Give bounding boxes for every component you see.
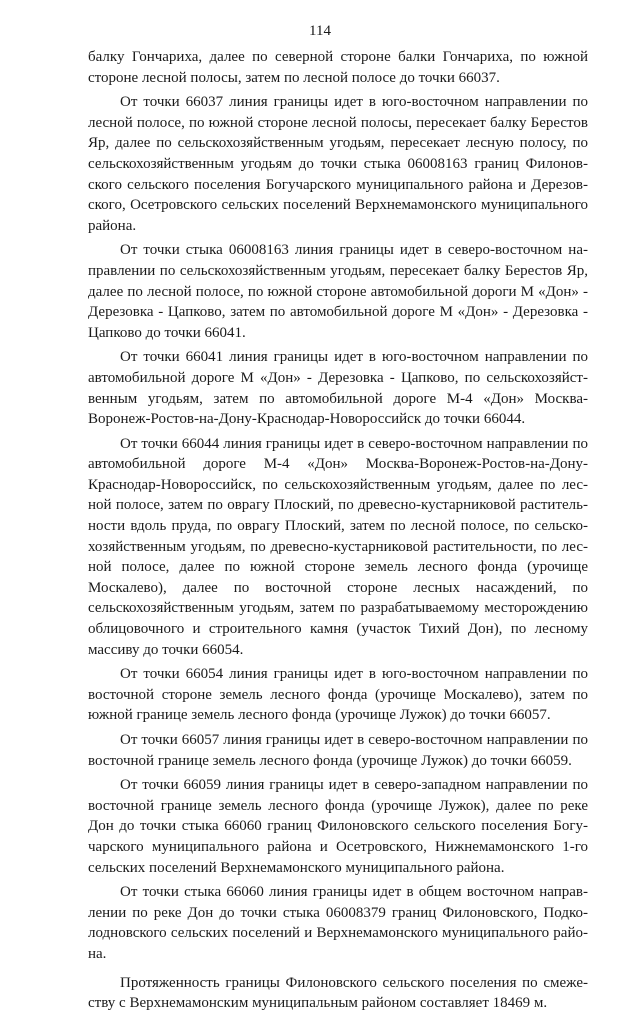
paragraph-2: От точки 66037 линия границы идет в юго-восточном направлении по лесной полосе, по южной стороне лесной полосы, пересекает балку Берестов Яр, далее по сельскохозяйственным угодьям, пересекает лесную полосу, по сельскохозяйственным угодьям до точки стыка 06008163 границ Филоновского сельского поселения Богучарского муниципального района и Дерезовского, Осетровского сельских поселений Верхнемамонского муниципального района. <box>88 94 588 234</box>
paragraph-1: балку Гончариха, далее по северной стороне балки Гончариха, по южной стороне лесной полосы, затем по лесной полосе до точки 66037. <box>88 49 588 86</box>
paragraph-10: Протяженность границы Филоновского сельского поселения по смежеству с Верхнемамонским муниципальным районом составляет 18469 м. <box>88 974 588 1012</box>
document-body <box>88 47 588 1018</box>
paragraph-6: От точки 66054 линия границы идет в юго-восточном направлении по восточной стороне земель лесного фонда (урочище Москалево), затем по южной границе земель лесного фонда (урочище Лужок) до точки 66057. <box>88 666 588 724</box>
paragraph-4: От точки 66041 линия границы идет в юго-восточном направлении по автомобильной дороге М «Дон» - Дерезовка - Цапково, по сельскохозяйственным угодьям, затем по автомобильной дороге М-4 «Дон» Москва-Воронеж-Ростов-на-Дону-Краснодар-Новороссийск до точки 66044. <box>88 349 588 428</box>
paragraph-9: От точки стыка 66060 линия границы идет в общем восточном направлении по реке Дон до точки стыка 06008379 границ Филоновского, Подколодновского сельских поселений и Верхнемамонского муниципального района. <box>88 884 588 962</box>
paragraph-8: От точки 66059 линия границы идет в северо-западном направлении по восточной границе земель лесного фонда (урочище Лужок), далее по реке Дон до точки стыка 66060 границ Филоновского сельского поселения Богучарского муниципального района и Осетровского, Нижнемамонского 1-го сельских поселений Верхнемамонского муниципального района. <box>88 777 588 876</box>
paragraph-7: От точки 66057 линия границы идет в северо-восточном направлении по восточной границе земель лесного фонда (урочище Лужок) до точки 66059. <box>88 732 588 769</box>
page-number: 114 <box>309 23 331 39</box>
paragraph-3: От точки стыка 06008163 линия границы идет в северо-восточном направлении по сельскохозяйственным угодьям, пересекает балку Берестов Яр, далее по лесной полосе, по южной стороне автомобильной дороги М «Дон» - Дерезовка - Цапково, затем по автомобильной дороге М «Дон» - Дерезовка - Цапково до точки 66041. <box>88 242 588 341</box>
paragraph-5: От точки 66044 линия границы идет в северо-восточном направлении по автомобильной дороге М-4 «Дон» Москва-Воронеж-Ростов-на-Дону-Краснодар-Новороссийск, по сельскохозяйственным угодьям, далее по лесной полосе, затем по оврагу Плоский, по древесно-кустарниковой растительности вдоль пруда, по оврагу Плоский, затем по лесной полосе, по сельскохозяйственным угодьям, по древесно-кустарниковой растительности, по лесной полосе, далее по южной стороне земель лесного фонда (урочище Москалево), далее по восточной стороне лесных насаждений, по сельскохозяйственным угодьям, затем по разрабатываемому месторождению облицовочного и строительного камня (участок Тихий Дон), по лесному массиву до точки 66054. <box>88 435 588 658</box>
